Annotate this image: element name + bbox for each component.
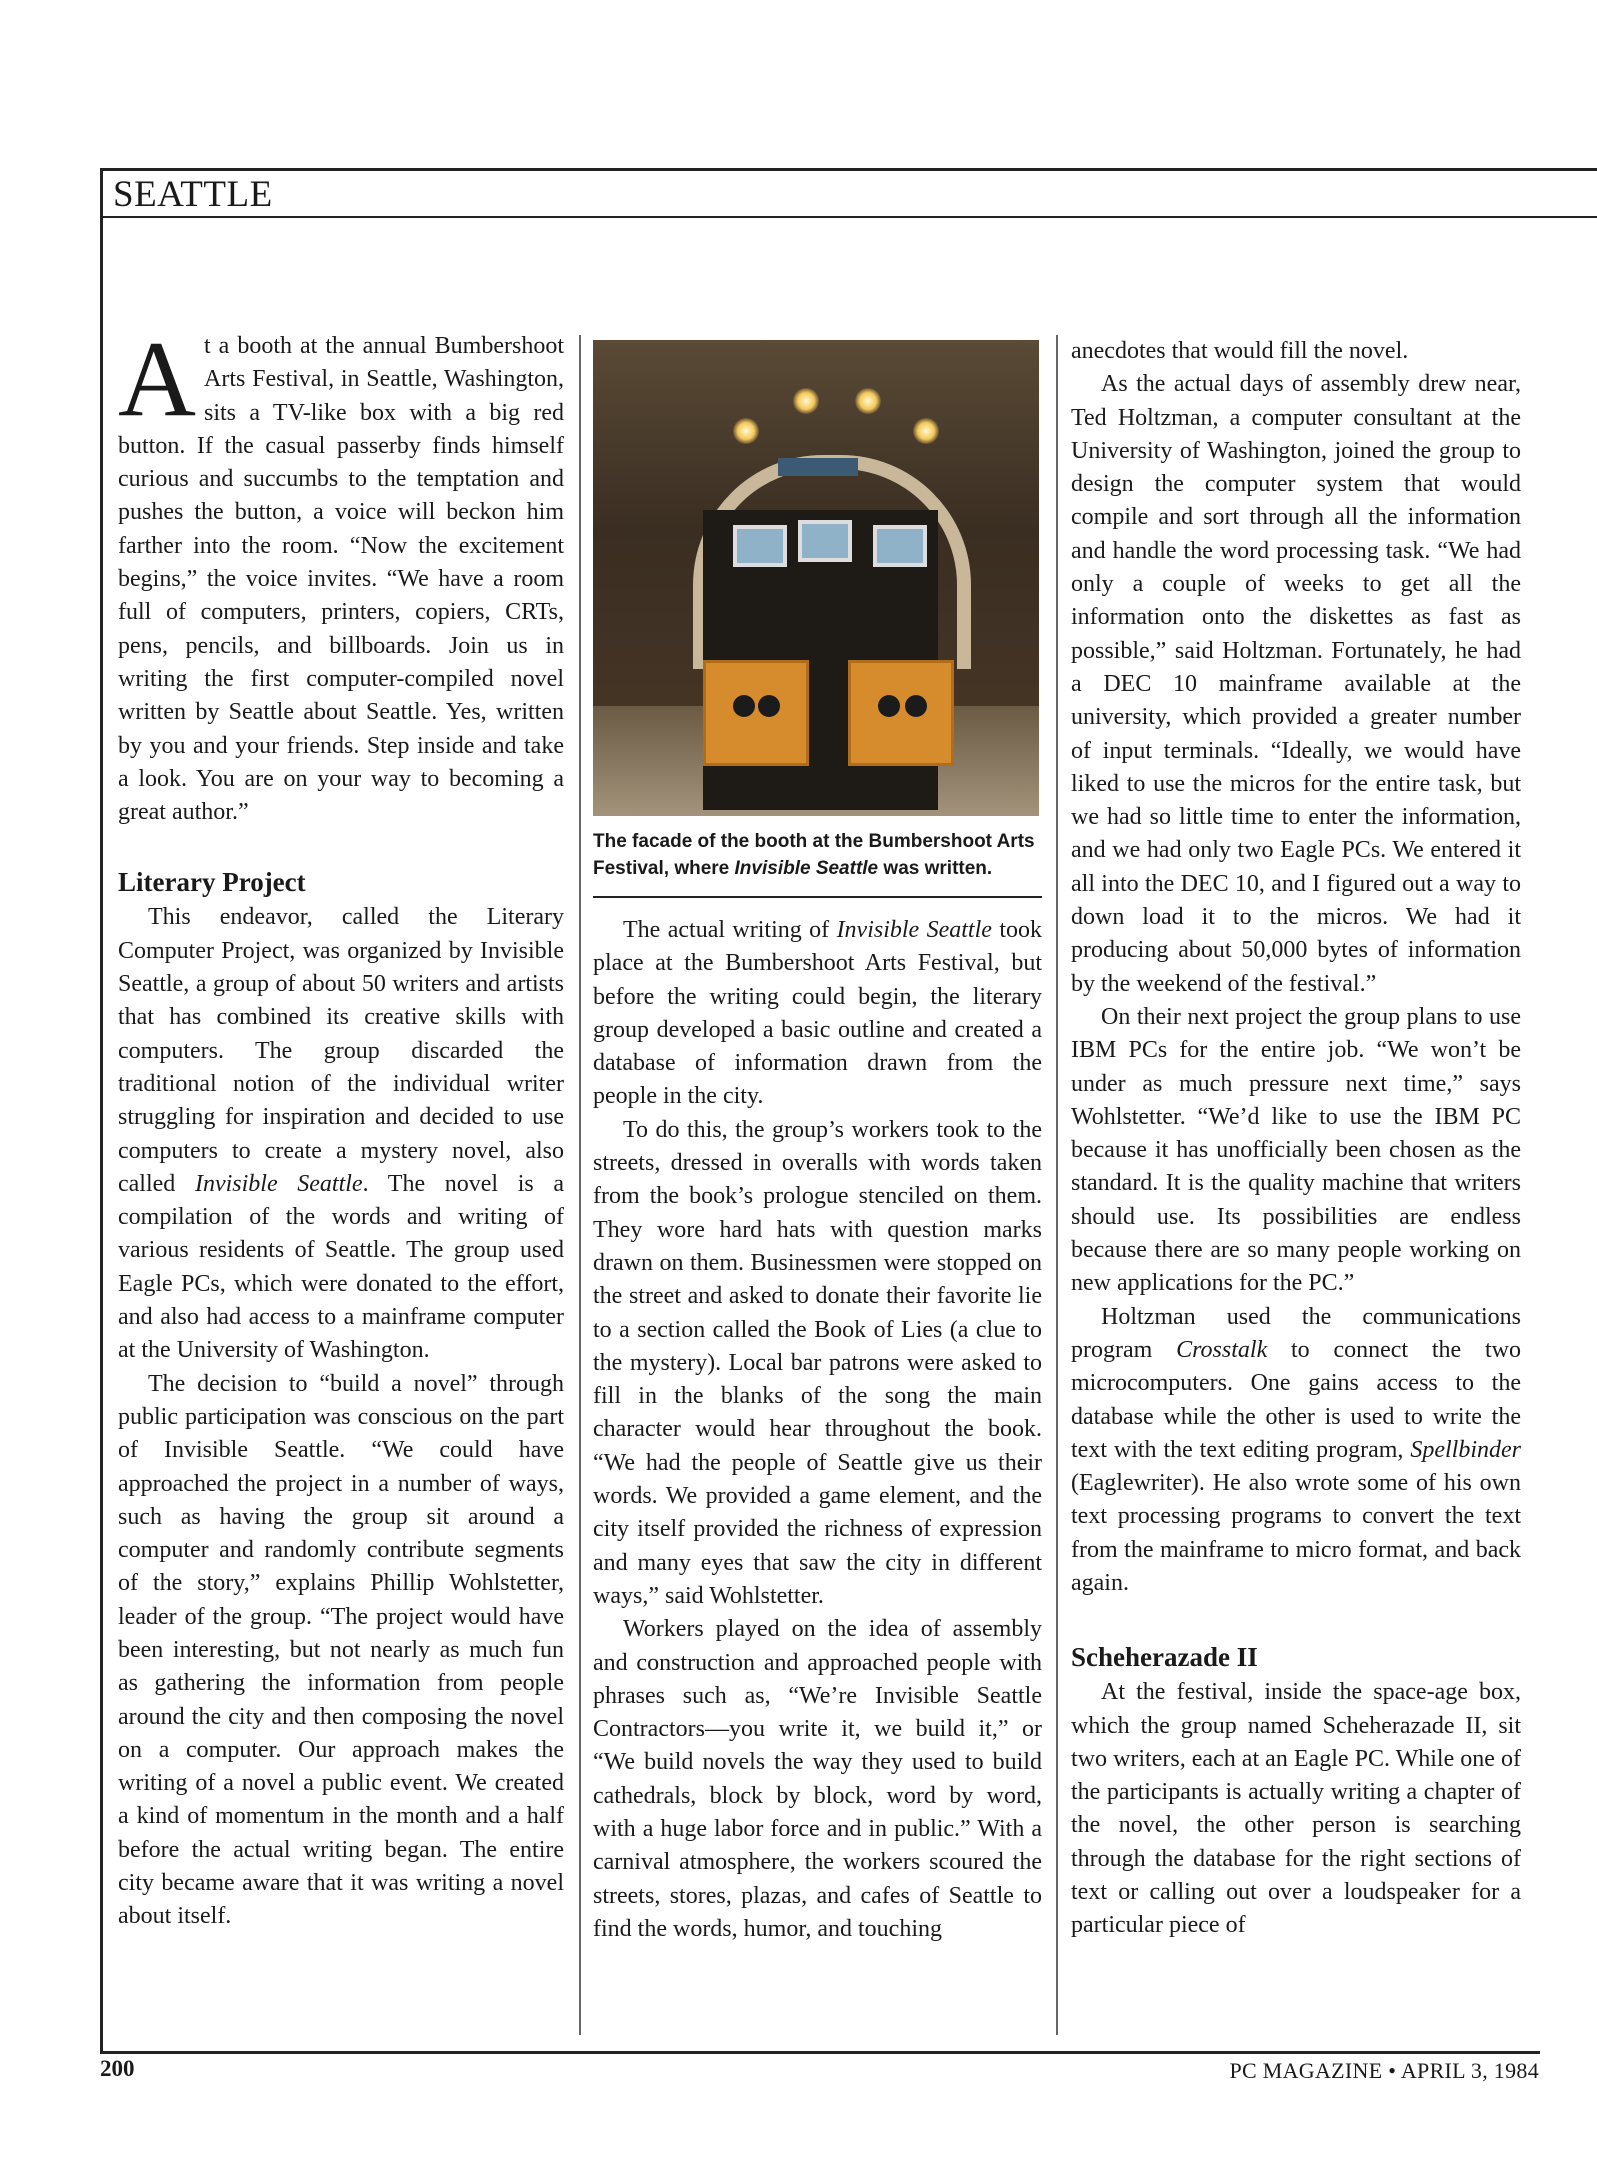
bottom-rule <box>100 2051 1540 2054</box>
section-title: SEATTLE <box>113 174 273 215</box>
subhead-literary-project: Literary Project <box>118 867 306 898</box>
intro-paragraph: At a booth at the annual Bumbershoot Arts Festival, in Seattle, Washington, sits a TV-like box with a big red button. If the casual passerby finds himself curious and succumbs to the temptation and pushes the button, a voice will beckon him farther into the room. “Now the excitement begins,” the voice invites. “We have a room full of computers, printers, copiers, CRTs, pens, pencils, and billboards. Join us in writing the first computer-compiled novel written by Seattle about Seattle. Yes, written by you and your friends. Step inside and take a look. You are on your way to becoming a great author.” <box>118 320 564 826</box>
body-paragraph: At the festival, inside the space-age box, which the group named Scheherazade II, sit two writers, each at an Eagle PC. While one of the participants is actually writing a chapter of the novel, the other person is searching through the database for the right sections of text or calling out over a loudspeaker for a particular piece of <box>1071 1679 1521 1939</box>
drop-cap: A <box>118 320 196 439</box>
column-divider <box>579 335 581 2035</box>
body-paragraph: This endeavor, called the Literary Computer Project, was organized by Invisible Seattle, a group of about 50 writers and artists that has combined its creative skills with computers. The group discarded the traditional notion of the individual writer struggling for inspiration and decided to use computers to create a mystery novel, also called Invisible Seattle. The novel is a compilation of the words and writing of various residents of Seattle. The group used Eagle PCs, which were donated to the effort, and also had access to a mainframe computer at the University of Washington. <box>118 904 565 1364</box>
body-paragraph: anecdotes that would fill the novel. <box>1071 338 1409 364</box>
body-paragraph: To do this, the group’s workers took to the streets, dressed in overalls with words taken from the book’s prologue stenciled on them. They wore hard hats with question marks drawn on them. Businessmen were stopped on the street and asked to donate their favorite lie to a section called the Book of Lies (a clue to the mystery). Local bar patrons were asked to fill in the blanks of the song the main character would hear throughout the book. “We had the people of Seattle give us their words. We provided a game element, and the city itself provided the richness of expression and many eyes that saw the city in different ways,” said Wohlstetter. <box>593 1116 1042 1609</box>
issue-line: PC MAGAZINE • APRIL 3, 1984 <box>1229 2058 1539 2083</box>
article-column-1 <box>118 320 565 1934</box>
column-divider <box>1056 335 1058 2035</box>
section-header <box>100 168 1597 218</box>
body-paragraph: As the actual days of assembly drew near, Ted Holtzman, a computer consultant at the University of Washington, joined the group to design the computer system that would compile and sort through all the information and handle the word processing task. “We had only a couple of weeks to get all the information onto the diskettes as fast as possible,” said Holtzman. Fortunately, he had a DEC 10 mainframe available at the university, which provided a greater number of input terminals. “Ideally, we would have liked to use the micros for the entire task, but we had so little time to enter the information, and we had only two Eagle PCs. We entered it all into the DEC 10, and I figured out a way to down load it to the micros. We had it producing about 50,000 bytes of information by the weekend of the festival.” <box>1071 371 1521 997</box>
booth-photo <box>593 340 1039 816</box>
body-paragraph: Workers played on the idea of assembly and construction and approached people with phrases such as, “We’re Invisible Seattle Contractors—you write it, we build it,” or “We build novels the way they used to build cathedrals, block by block, word by word, with a huge labor force and in public.” With a carnival atmosphere, the workers scoured the streets, stores, plazas, and cafes of Seattle to find the words, humor, and touching <box>593 1616 1042 1942</box>
page-number: 200 <box>100 2056 135 2081</box>
body-paragraph: Holtzman used the communications program Crosstalk to connect the two microcomputers. One gains access to the database while the other is used to write the text with the text editing program, Spellbinder (Eaglewriter). He also wrote some of his own text processing programs to convert the text from the mainframe to micro format, and back again. <box>1071 1303 1521 1596</box>
body-paragraph: The actual writing of Invisible Seattle took place at the Bumbershoot Arts Festival, but before the writing could begin, the literary group developed a basic outline and created a database of information drawn from the people in the city. <box>593 917 1042 1110</box>
article-column-2 <box>593 340 1042 1946</box>
body-paragraph: The decision to “build a novel” through public participation was conscious on the part of Invisible Seattle. “We could have approached the project in a number of ways, such as having the group sit around a computer and randomly contribute segments of the story,” explains Phillip Wohlstetter, leader of the group. “The project would have been interesting, but not nearly as much fun as gathering the information from people around the city and then composing the novel on a computer. Our approach makes the writing of a novel a public event. We created a kind of momentum in the month and a half before the actual writing began. The entire city became aware that it was writing a novel about itself. <box>118 1370 564 1930</box>
left-rule <box>100 218 103 2054</box>
article-column-3 <box>1071 335 1521 1943</box>
subhead-scheherazade: Scheherazade II <box>1071 1642 1258 1673</box>
photo-caption: The facade of the booth at the Bumbershoot Arts Festival, where Invisible Seattle was written. <box>593 828 1042 898</box>
body-paragraph: On their next project the group plans to use IBM PCs for the entire job. “We won’t be under as much pressure next time,” says Wohlstetter. “We’d like to use the IBM PC because it has unofficially been chosen as the standard. It is the quality machine that writers should use. Its possibilities are endless because there are so many people working on new applications for the PC.” <box>1071 1003 1521 1297</box>
